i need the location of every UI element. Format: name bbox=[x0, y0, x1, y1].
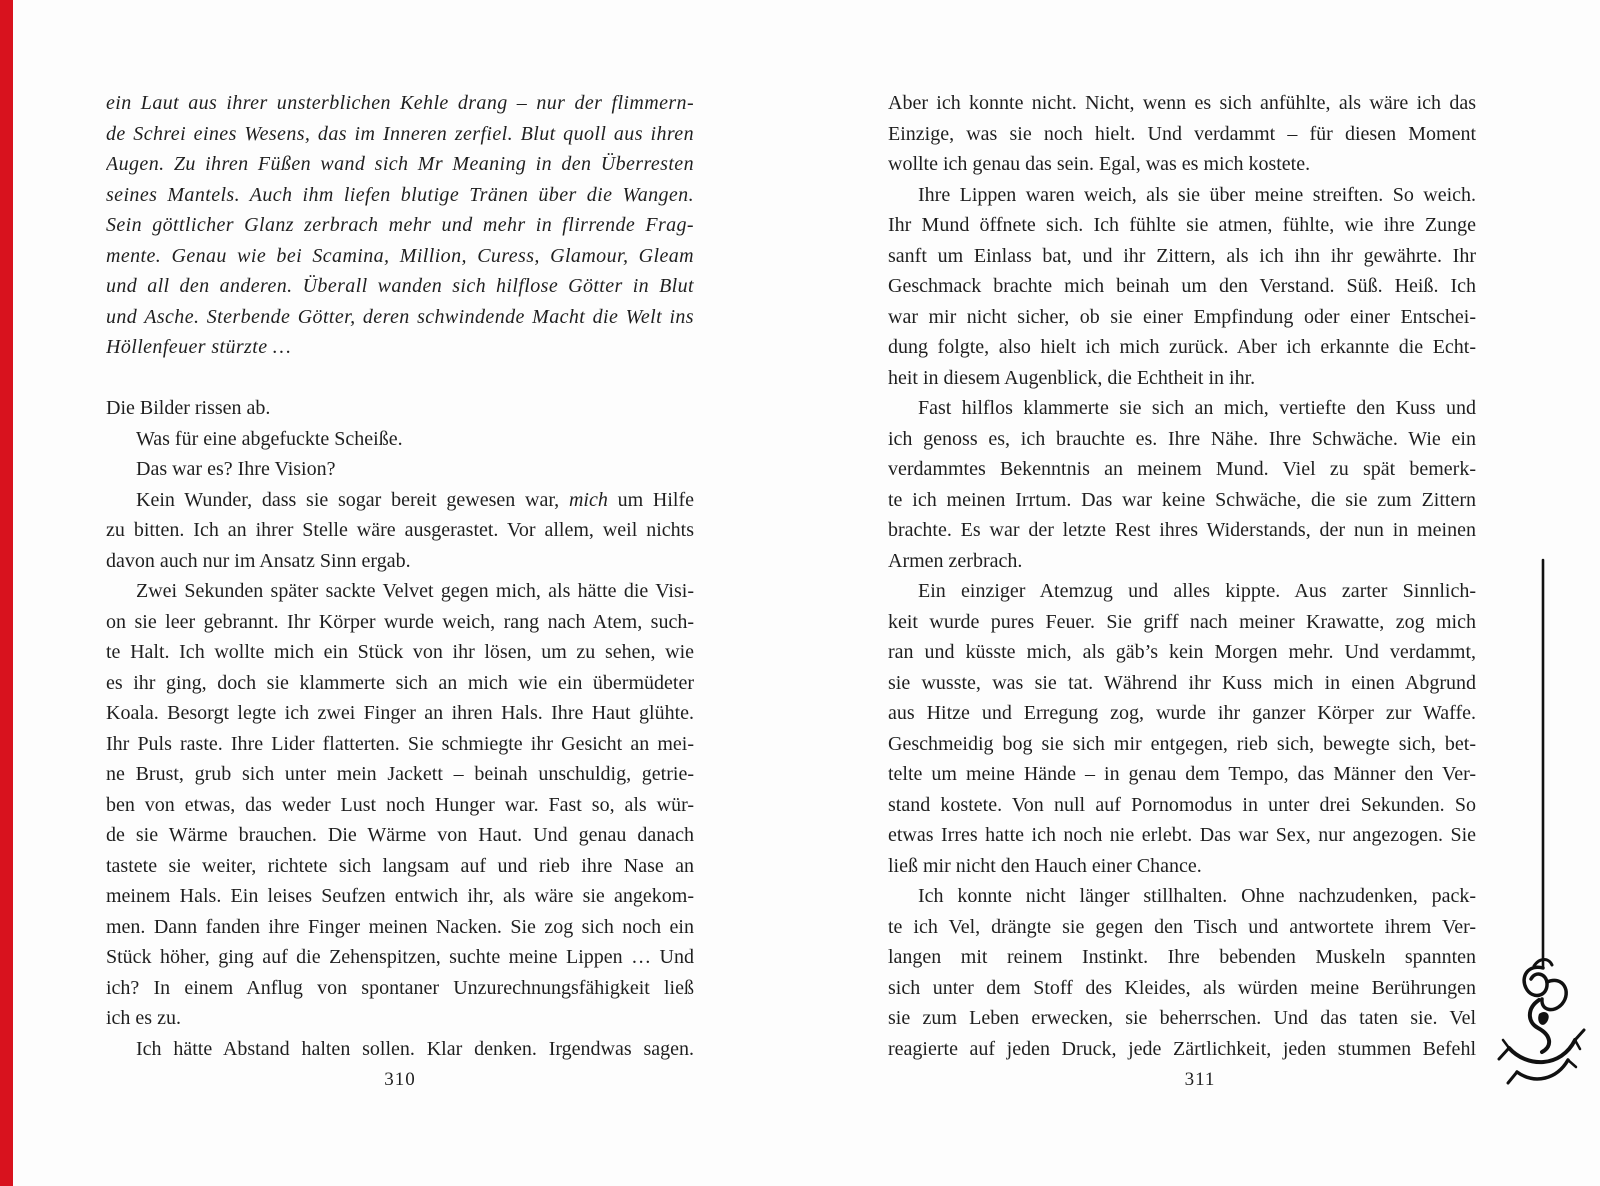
text-line: dung folgte, also hielt ich mich zurück. Aber ich erkannte die Echt- bbox=[888, 336, 1476, 358]
text-line: etwas Irres hatte ich noch nie erlebt. Das war Sex, nur angezogen. Sie bbox=[888, 824, 1476, 846]
text-line: te ich Vel, drängte sie gegen den Tisch und antwortete ihrem Ver- bbox=[888, 915, 1476, 938]
text-line: ich es zu. bbox=[106, 1007, 181, 1029]
text-line: langen mit reinem Instinkt. Ihre bebenden Muskeln spannten bbox=[888, 946, 1476, 968]
text-line: Stück höher, ging auf die Zehenspitzen, suchte meine Lippen … Und bbox=[106, 946, 694, 968]
text-line: Aber ich konnte nicht. Nicht, wenn es sich anfühlte, als wäre ich das bbox=[888, 92, 1476, 114]
text-line: men. Dann fanden ihre Finger meinen Nacken. Sie zog sich noch ein bbox=[106, 915, 694, 938]
text-line: de sie Wärme brauchen. Die Wärme von Haut. Und genau danach bbox=[106, 824, 694, 846]
text-line: Höllenfeuer stürzte … bbox=[106, 336, 292, 358]
text-line: Die Bilder rissen ab. bbox=[106, 397, 271, 419]
text-line: es ihr ging, doch sie klammerte sich an mich wie ein übermüdeter bbox=[106, 671, 694, 694]
text-line: Zwei Sekunden später sackte Velvet gegen mich, als hätte die Visi- bbox=[136, 580, 694, 602]
text-line: sich unter dem Stoff des Kleides, als würden meine Berührungen bbox=[888, 976, 1476, 999]
text-line: te ich meinen Irrtum. Das war keine Schwäche, die sie zum Zittern bbox=[888, 488, 1476, 511]
sword-margin-ornament-icon bbox=[1481, 552, 1591, 1097]
text-line: verdammtes Bekenntnis an meinem Mund. Viel zu spät bemerk- bbox=[888, 458, 1476, 480]
text-line: ben von etwas, das weder Lust noch Hunger war. Fast so, als wür- bbox=[106, 793, 694, 816]
text-line: davon auch nur im Ansatz Sinn ergab. bbox=[106, 549, 411, 572]
page-number-left: 310 bbox=[384, 1069, 416, 1090]
right-page-text bbox=[888, 88, 1476, 1064]
text-line: Ich hätte Abstand halten sollen. Klar denken. Irgendwas sagen. bbox=[136, 1037, 694, 1060]
text-line: Sein göttlicher Glanz zerbrach mehr und mehr in flirrende Frag- bbox=[106, 214, 694, 236]
text-line: Geschmeidig bog sie sich mir entgegen, rieb sich, bewegte sich, bet- bbox=[888, 732, 1476, 755]
text-line: te Halt. Ich wollte mich ein Stück von ihr lösen, um zu sehen, wie bbox=[106, 641, 694, 663]
text-line: sie wusste, was sie tat. Während ihr Kuss mich in einen Abgrund bbox=[888, 671, 1476, 694]
text-line: telte um meine Hände – in genau dem Tempo, das Männer den Ver- bbox=[888, 763, 1476, 785]
text-line: Geschmack brachte mich beinah um den Verstand. Süß. Heiß. Ich bbox=[888, 275, 1476, 297]
text-line: Ihr Puls raste. Ihre Lider flatterten. Sie schmiegte ihr Gesicht an mei- bbox=[106, 732, 694, 755]
text-line: Ihr Mund öffnete sich. Ich fühlte sie atmen, fühlte, wie ihre Zunge bbox=[888, 214, 1476, 236]
text-line: wollte ich genau das sein. Egal, was es mich kostete. bbox=[888, 153, 1311, 175]
text-line: ne Brust, grub sich unter mein Jackett – beinah unschuldig, getrie- bbox=[106, 763, 694, 785]
text-line: ran und küsste mich, als gäb’s kein Morgen mehr. Und verdammt, bbox=[888, 641, 1476, 663]
text-line: brachte. Es war der letzte Rest ihres Widerstands, der nun in meinen bbox=[888, 519, 1476, 541]
text-line: zu bitten. Ich an ihrer Stelle wäre ausgerastet. Vor allem, weil nichts bbox=[106, 519, 694, 541]
text-line: ließ mir nicht den Hauch einer Chance. bbox=[888, 854, 1202, 877]
text-line: seines Mantels. Auch ihm liefen blutige Tränen über die Wangen. bbox=[106, 183, 694, 206]
text-line: Fast hilflos klammerte sie sich an mich, vertiefte den Kuss und bbox=[918, 397, 1476, 419]
text-line: ich? In einem Anflug von spontaner Unzurechnungsfähigkeit ließ bbox=[106, 976, 694, 999]
text-line: sanft um Einlass bat, und ihr Zittern, als ich ihn ihr gewährte. Ihr bbox=[888, 244, 1476, 267]
text-line: stand kostete. Von null auf Pornomodus in unter drei Sekunden. So bbox=[888, 793, 1476, 816]
text-line: und Asche. Sterbende Götter, deren schwindende Macht die Welt ins bbox=[106, 305, 694, 328]
text-line: und all den anderen. Überall wanden sich hilflose Götter in Blut bbox=[106, 275, 694, 297]
left-page-text bbox=[106, 88, 694, 1064]
text-line: sie zum Leben erwecken, sie beherrschen. Und das taten sie. Vel bbox=[888, 1007, 1476, 1029]
text-line: Kein Wunder, dass sie sogar bereit gewesen war, mich um Hilfe bbox=[136, 488, 694, 511]
text-line: mente. Genau wie bei Scamina, Million, Curess, Glamour, Gleam bbox=[106, 244, 694, 267]
text-line: heit in diesem Augenblick, die Echtheit in ihr. bbox=[888, 366, 1256, 389]
text-line: Was für eine abgefuckte Scheiße. bbox=[136, 427, 403, 450]
text-line: meinem Hals. Ein leises Seufzen entwich ihr, als wäre sie angekom- bbox=[106, 885, 694, 907]
text-line: de Schrei eines Wesens, das im Inneren zerfiel. Blut quoll aus ihren bbox=[106, 122, 694, 145]
text-line: Ein einziger Atemzug und alles kippte. Aus zarter Sinnlich- bbox=[918, 580, 1476, 602]
text-line: tastete sie weiter, richtete sich langsam auf und rieb ihre Nase an bbox=[106, 854, 694, 877]
text-line: ich genoss es, ich brauchte es. Ihre Nähe. Ihre Schwäche. Wie ein bbox=[888, 427, 1476, 450]
text-line: Augen. Zu ihren Füßen wand sich Mr Meaning in den Überresten bbox=[106, 153, 694, 175]
text-line: Ihre Lippen waren weich, als sie über meine streiften. So weich. bbox=[918, 183, 1476, 206]
text-line: keit wurde pures Feuer. Sie griff nach meiner Krawatte, zog mich bbox=[888, 610, 1476, 633]
text-line: ein Laut aus ihrer unsterblichen Kehle drang – nur der flimmern- bbox=[106, 92, 694, 114]
text-line: Ich konnte nicht länger stillhalten. Ohne nachzudenken, pack- bbox=[918, 885, 1476, 907]
text-line: Koala. Besorgt legte ich zwei Finger an ihren Hals. Ihre Haut glühte. bbox=[106, 702, 694, 724]
text-line: aus Hitze und Erregung zog, wurde ihr ganzer Körper zur Waffe. bbox=[888, 702, 1476, 724]
page-number-right: 311 bbox=[1184, 1069, 1216, 1090]
book-edge-strip bbox=[0, 0, 13, 1186]
text-line: Armen zerbrach. bbox=[888, 549, 1023, 572]
text-line: reagierte auf jeden Druck, jede Zärtlichkeit, jeden stummen Befehl bbox=[888, 1037, 1476, 1060]
paragraph-gap bbox=[106, 363, 694, 394]
text-line: on sie leer gebrannt. Ihr Körper wurde weich, rang nach Atem, such- bbox=[106, 610, 694, 633]
text-line: Das war es? Ihre Vision? bbox=[136, 458, 336, 480]
text-line: Einzige, was sie noch hielt. Und verdammt – für diesen Moment bbox=[888, 122, 1476, 145]
text-line: war mir nicht sicher, ob sie einer Empfindung oder einer Entschei- bbox=[888, 305, 1476, 328]
